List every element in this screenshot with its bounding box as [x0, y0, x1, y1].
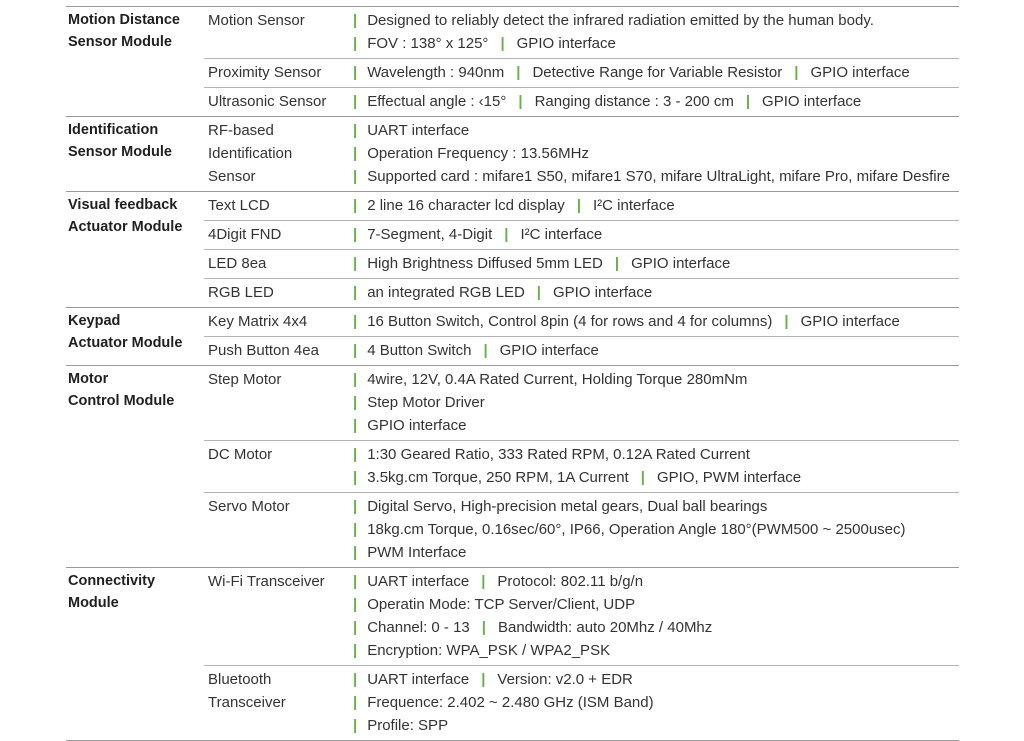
spec-text: 16 Button Switch, Control 8pin (4 for rows and 4 for columns): [367, 313, 773, 330]
spec-bullet-bar: |: [353, 671, 358, 688]
spec-separator-bar: |: [576, 197, 582, 214]
module-title: Motion Distance Sensor Module: [68, 12, 180, 50]
spec-separator-bar: |: [516, 64, 521, 81]
spec-line: [353, 310, 959, 333]
component-name: 4Digit FND: [208, 226, 282, 243]
spec-line: [353, 443, 959, 466]
spec-text: Step Motor Driver: [367, 394, 485, 411]
spec-separator-bar: |: [481, 619, 486, 636]
component-row: [204, 117, 959, 191]
module-title: Motor Control Module: [68, 371, 175, 409]
spec-text: Digital Servo, High-precision metal gears, Dual ball bearings: [367, 498, 768, 515]
spec-text: Ranging distance : 3 - 200 cm: [534, 93, 734, 110]
spec-text: GPIO interface: [762, 93, 862, 110]
component-name: RGB LED: [208, 284, 274, 301]
component-name: Text LCD: [208, 197, 270, 214]
component-specs: [353, 668, 959, 737]
component-specs: [353, 495, 959, 564]
spec-line: [353, 616, 959, 639]
spec-text: 4wire, 12V, 0.4A Rated Current, Holding Torque 280mNm: [367, 371, 748, 388]
spec-text: Profile: SPP: [367, 717, 449, 734]
spec-text: Operatin Mode: TCP Server/Client, UDP: [367, 596, 636, 613]
component-specs: [353, 570, 959, 662]
spec-line: [353, 142, 959, 165]
component-row: [204, 58, 959, 87]
component-name: Ultrasonic Sensor: [208, 93, 327, 110]
spec-text: Bandwidth: auto 20Mhz / 40Mhz: [497, 619, 713, 636]
spec-line: [353, 391, 959, 414]
spec-text: GPIO interface: [367, 417, 467, 434]
spec-bullet-bar: |: [353, 446, 358, 463]
spec-text: I²C interface: [520, 226, 603, 243]
spec-line: [353, 495, 959, 518]
component-row: [204, 308, 959, 336]
spec-text: 2 line 16 character lcd display: [367, 197, 565, 214]
spec-table: [66, 6, 959, 741]
spec-bullet-bar: |: [353, 284, 358, 301]
spec-line: [353, 541, 959, 564]
component-rows: [204, 7, 959, 116]
module-title: Keypad Actuator Module: [68, 313, 183, 351]
component-specs: [353, 119, 959, 188]
component-rows: [204, 308, 959, 365]
spec-text: Channel: 0 - 13: [367, 619, 470, 636]
spec-line: [353, 639, 959, 662]
spec-text: GPIO interface: [553, 284, 653, 301]
spec-text: I²C interface: [593, 197, 675, 214]
component-rows: [204, 366, 959, 567]
spec-separator-bar: |: [518, 93, 523, 110]
spec-separator-bar: |: [794, 64, 799, 81]
spec-text: Version: v2.0 + EDR: [497, 671, 633, 688]
spec-text: UART interface: [367, 573, 470, 590]
spec-text: PWM Interface: [367, 544, 467, 561]
spec-bullet-bar: |: [353, 371, 358, 388]
component-specs: [353, 61, 959, 84]
spec-text: Supported card : mifare1 S50, mifare1 S70, mifare UltraLight, mifare Pro, mifare Desfire: [367, 168, 950, 185]
spec-separator-bar: |: [640, 469, 645, 486]
module-title: Identification Sensor Module: [68, 122, 172, 160]
spec-bullet-bar: |: [353, 596, 358, 613]
spec-bullet-bar: |: [353, 64, 358, 81]
module-group: [66, 116, 959, 191]
component-specs: [353, 443, 959, 489]
spec-text: Operation Frequency : 13.56MHz: [367, 145, 589, 162]
spec-text: 7-Segment, 4-Digit: [367, 226, 493, 243]
component-specs: [353, 252, 959, 275]
component-name: LED 8ea: [208, 255, 267, 272]
spec-text: FOV : 138° x 125°: [367, 35, 489, 52]
component-specs: [353, 223, 959, 246]
spec-text: Wavelength : 940nm: [367, 64, 505, 81]
component-specs: [353, 368, 959, 437]
component-specs: [353, 339, 959, 362]
component-row: [204, 665, 959, 740]
component-name: Proximity Sensor: [208, 64, 322, 81]
spec-line: [353, 165, 959, 188]
component-specs: [353, 9, 959, 55]
component-row: [204, 87, 959, 116]
spec-line: [353, 9, 959, 32]
component-specs: [353, 310, 959, 333]
spec-text: an integrated RGB LED: [367, 284, 525, 301]
component-row: [204, 492, 959, 567]
spec-line: [353, 593, 959, 616]
spec-bullet-bar: |: [353, 197, 358, 214]
spec-bullet-bar: |: [353, 122, 358, 139]
spec-text: Protocol: 802.11 b/g/n: [497, 573, 644, 590]
spec-bullet-bar: |: [353, 521, 358, 538]
spec-bullet-bar: |: [353, 93, 358, 110]
spec-text: High Brightness Diffused 5mm LED: [367, 255, 603, 272]
spec-separator-bar: |: [500, 35, 505, 52]
spec-line: [353, 252, 959, 275]
spec-line: [353, 691, 959, 714]
spec-bullet-bar: |: [353, 498, 358, 515]
component-row: [204, 336, 959, 365]
component-specs: [353, 194, 959, 217]
spec-text: GPIO interface: [810, 64, 910, 81]
spec-bullet-bar: |: [353, 619, 358, 636]
component-specs: [353, 90, 959, 113]
spec-text: Detective Range for Variable Resistor: [532, 64, 783, 81]
spec-line: [353, 281, 959, 304]
spec-line: [353, 194, 959, 217]
module-title: Connectivity Module: [68, 573, 156, 611]
spec-line: [353, 339, 959, 362]
component-name: Wi-Fi Transceiver: [208, 573, 325, 590]
spec-bullet-bar: |: [353, 544, 358, 561]
spec-line: [353, 466, 959, 489]
spec-text: UART interface: [367, 122, 470, 139]
spec-bullet-bar: |: [353, 168, 358, 185]
spec-bullet-bar: |: [353, 417, 358, 434]
spec-text: 3.5kg.cm Torque, 250 RPM, 1A Current: [367, 469, 629, 486]
component-row: [204, 366, 959, 440]
spec-separator-bar: |: [483, 342, 488, 359]
component-name: Key Matrix 4x4: [208, 313, 308, 330]
component-row: [204, 7, 959, 58]
spec-line: [353, 714, 959, 737]
spec-bullet-bar: |: [353, 394, 358, 411]
spec-bullet-bar: |: [353, 255, 358, 272]
component-name: Motion Sensor: [208, 12, 305, 29]
spec-line: [353, 119, 959, 142]
spec-text: 18kg.cm Torque, 0.16sec/60°, IP66, Operation Angle 180°(PWM500 ~ 2500usec): [367, 521, 906, 538]
spec-text: Encryption: WPA_PSK / WPA2_PSK: [367, 642, 611, 659]
spec-bullet-bar: |: [353, 145, 358, 162]
spec-text: Designed to reliably detect the infrared radiation emitted by the human body.: [367, 12, 874, 29]
module-group: [66, 6, 959, 116]
spec-text: GPIO, PWM interface: [656, 469, 802, 486]
spec-bullet-bar: |: [353, 642, 358, 659]
spec-text: 4 Button Switch: [367, 342, 472, 359]
spec-bullet-bar: |: [353, 694, 358, 711]
component-rows: [204, 117, 959, 191]
component-name: DC Motor: [208, 446, 273, 463]
component-row: [204, 278, 959, 307]
spec-bullet-bar: |: [353, 12, 358, 29]
spec-line: [353, 368, 959, 391]
module-group: [66, 191, 959, 307]
component-row: [204, 440, 959, 492]
module-group: [66, 567, 959, 741]
spec-line: [353, 570, 959, 593]
spec-line: [353, 518, 959, 541]
component-row: [204, 249, 959, 278]
spec-bullet-bar: |: [353, 573, 358, 590]
spec-bullet-bar: |: [353, 342, 358, 359]
component-name: Push Button 4ea: [208, 342, 319, 359]
spec-line: [353, 668, 959, 691]
component-row: [204, 568, 959, 665]
spec-separator-bar: |: [614, 255, 620, 272]
spec-text: UART interface: [367, 671, 470, 688]
component-row: [204, 192, 959, 220]
spec-line: [353, 32, 959, 55]
component-rows: [204, 192, 959, 307]
spec-text: Frequence: 2.402 ~ 2.480 GHz (ISM Band): [367, 694, 654, 711]
spec-line: [353, 61, 959, 84]
spec-separator-bar: |: [481, 671, 486, 688]
spec-text: GPIO interface: [800, 313, 900, 330]
spec-bullet-bar: |: [353, 717, 358, 734]
component-name: Step Motor: [208, 371, 282, 388]
component-name: Bluetooth Transceiver: [208, 671, 286, 711]
spec-separator-bar: |: [536, 284, 541, 301]
spec-bullet-bar: |: [353, 469, 358, 486]
component-rows: [204, 568, 959, 740]
spec-separator-bar: |: [784, 313, 789, 330]
spec-separator-bar: |: [504, 226, 509, 243]
spec-text: GPIO interface: [631, 255, 731, 272]
spec-text: GPIO interface: [499, 342, 599, 359]
spec-text: 1:30 Geared Ratio, 333 Rated RPM, 0.12A Rated Current: [367, 446, 750, 463]
component-row: [204, 220, 959, 249]
spec-separator-bar: |: [745, 93, 751, 110]
module-group: [66, 307, 959, 365]
spec-bullet-bar: |: [353, 35, 358, 52]
component-specs: [353, 281, 959, 304]
spec-line: [353, 223, 959, 246]
module-group: [66, 365, 959, 567]
spec-separator-bar: |: [481, 573, 486, 590]
spec-line: [353, 90, 959, 113]
spec-bullet-bar: |: [353, 226, 358, 243]
module-title: Visual feedback Actuator Module: [68, 197, 183, 235]
spec-bullet-bar: |: [353, 313, 358, 330]
component-name: Servo Motor: [208, 498, 290, 515]
component-name: RF-based Identification Sensor: [208, 122, 293, 185]
spec-text: Effectual angle : ‹15°: [367, 93, 507, 110]
spec-text: GPIO interface: [516, 35, 616, 52]
spec-line: [353, 414, 959, 437]
